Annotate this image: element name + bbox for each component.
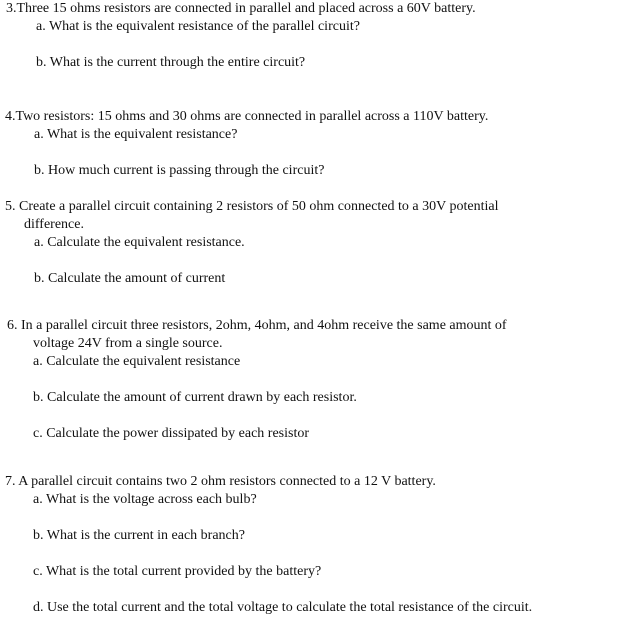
- question-6-part-a: a. Calculate the equivalent resistance: [33, 354, 241, 369]
- question-7-part-a: a. What is the voltage across each bulb?: [33, 492, 257, 507]
- question-7-part-d: d. Use the total current and the total voltage to calculate the total resistance of the circuit.: [33, 600, 533, 615]
- question-7-part-c: c. What is the total current provided by the battery?: [33, 564, 322, 579]
- question-3-stem: 3.Three 15 ohms resistors are connected in parallel and placed across a 60V battery.: [6, 1, 476, 16]
- question-7-stem: 7. A parallel circuit contains two 2 ohm resistors connected to a 12 V battery.: [5, 474, 436, 489]
- question-6-part-c: c. Calculate the power dissipated by each resistor: [33, 426, 310, 441]
- question-3-part-b: b. What is the current through the entire circuit?: [36, 55, 306, 70]
- question-6-stem: 6. In a parallel circuit three resistors, 2ohm, 4ohm, and 4ohm receive the same amount of: [7, 318, 507, 333]
- question-7-part-b: b. What is the current in each branch?: [33, 528, 245, 543]
- question-5-stem-continued: difference.: [24, 217, 84, 232]
- question-6-stem-continued: voltage 24V from a single source.: [33, 336, 223, 351]
- question-5-stem: 5. Create a parallel circuit containing 2 resistors of 50 ohm connected to a 30V potential: [5, 199, 499, 214]
- question-3-part-a: a. What is the equivalent resistance of the parallel circuit?: [36, 19, 360, 34]
- question-4-part-a: a. What is the equivalent resistance?: [34, 127, 238, 142]
- question-4-part-b: b. How much current is passing through the circuit?: [34, 163, 325, 178]
- question-6-part-b: b. Calculate the amount of current drawn by each resistor.: [33, 390, 357, 405]
- question-5-part-a: a. Calculate the equivalent resistance.: [34, 235, 245, 250]
- question-5-part-b: b. Calculate the amount of current: [34, 271, 226, 286]
- question-4-stem: 4.Two resistors: 15 ohms and 30 ohms are connected in parallel across a 110V battery.: [5, 109, 489, 124]
